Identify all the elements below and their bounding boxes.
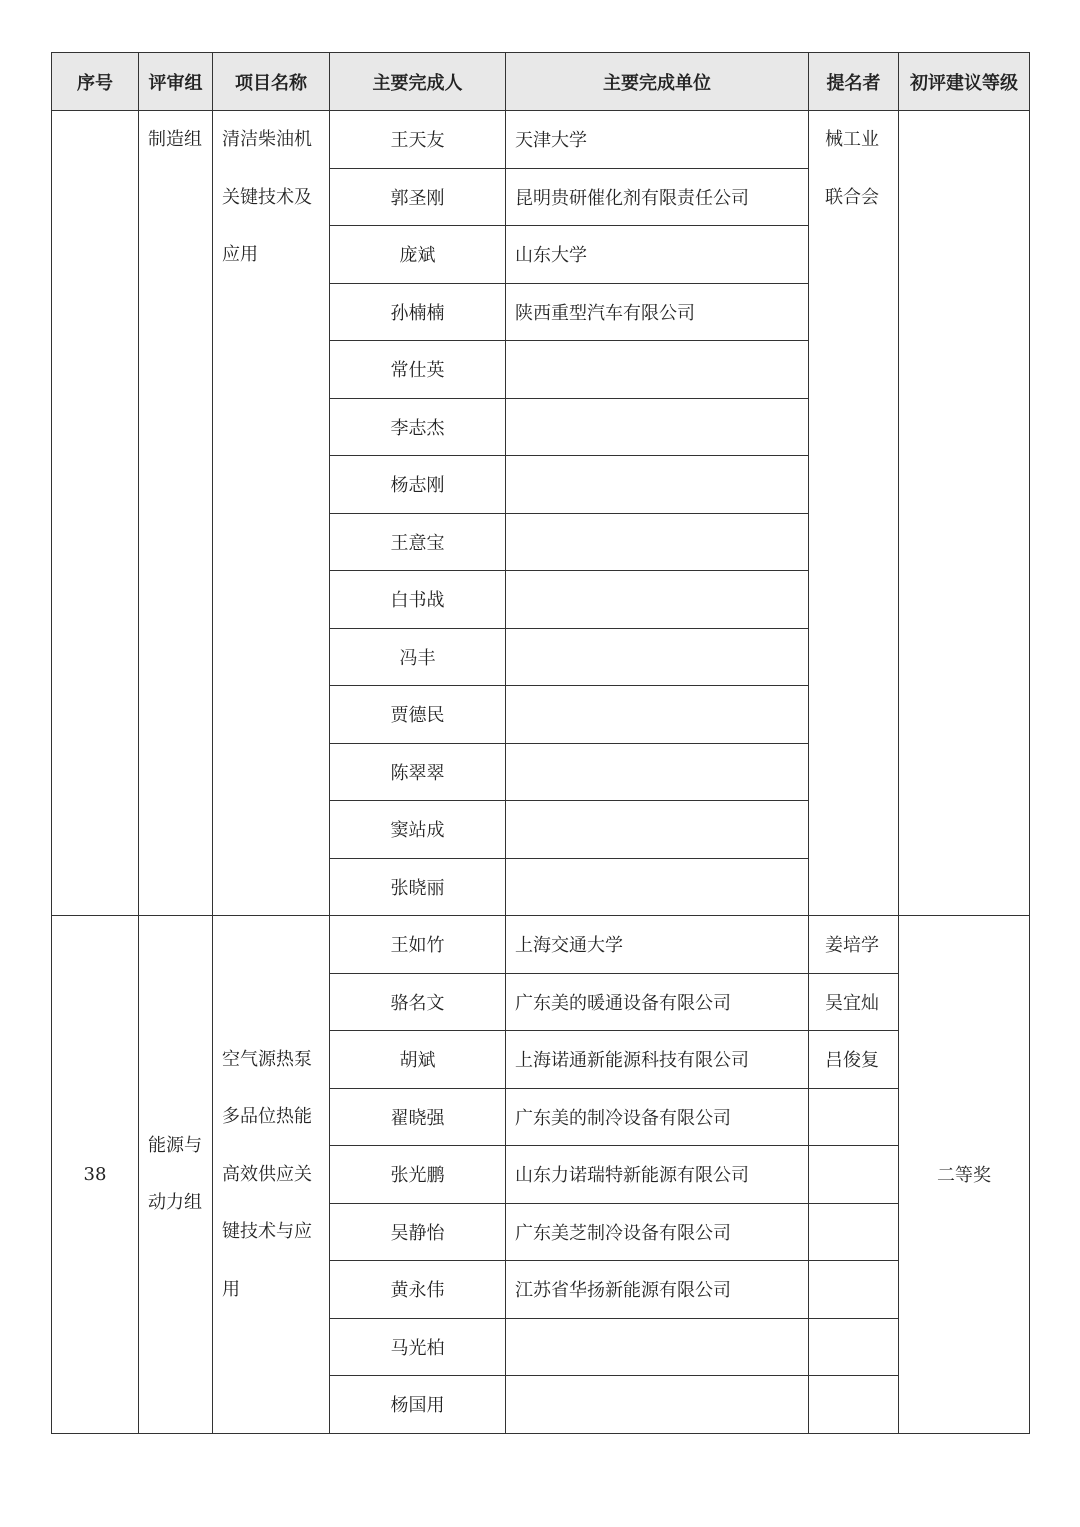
table-row bbox=[52, 916, 1030, 974]
p1-grade bbox=[899, 111, 1030, 916]
person-cell: 郭圣刚 bbox=[330, 168, 506, 226]
p2-group bbox=[139, 916, 213, 1434]
p2-grade: 二等奖 bbox=[899, 916, 1030, 1434]
person-cell: 杨志刚 bbox=[330, 456, 506, 514]
person-cell: 黄永伟 bbox=[330, 1261, 506, 1319]
nominator-cell bbox=[809, 1146, 899, 1204]
unit-cell: 陕西重型汽车有限公司 bbox=[506, 283, 809, 341]
p1-name-line: 应用 bbox=[222, 244, 258, 265]
unit-cell: 江苏省华扬新能源有限公司 bbox=[506, 1261, 809, 1319]
p1-nominator-line: 联合会 bbox=[825, 186, 879, 208]
p2-group-line: 动力组 bbox=[148, 1192, 202, 1214]
unit-cell bbox=[506, 1376, 809, 1434]
unit-cell bbox=[506, 1318, 809, 1376]
unit-cell bbox=[506, 513, 809, 571]
unit-cell bbox=[506, 628, 809, 686]
p2-name-line: 键技术与应 bbox=[222, 1221, 312, 1242]
p2-seq: 38 bbox=[52, 916, 139, 1434]
person-cell: 张光鹏 bbox=[330, 1146, 506, 1204]
unit-cell: 上海诺通新能源科技有限公司 bbox=[506, 1031, 809, 1089]
unit-cell: 广东美的暖通设备有限公司 bbox=[506, 973, 809, 1031]
person-cell: 吴静怡 bbox=[330, 1203, 506, 1261]
person-cell: 王意宝 bbox=[330, 513, 506, 571]
person-cell: 胡斌 bbox=[330, 1031, 506, 1089]
header-group: 评审组 bbox=[139, 53, 213, 111]
person-cell: 王天友 bbox=[330, 111, 506, 169]
header-project-name: 项目名称 bbox=[213, 53, 330, 111]
nominator-cell bbox=[809, 1088, 899, 1146]
person-cell: 孙楠楠 bbox=[330, 283, 506, 341]
person-cell: 张晓丽 bbox=[330, 858, 506, 916]
unit-cell bbox=[506, 456, 809, 514]
unit-cell: 山东大学 bbox=[506, 226, 809, 284]
person-cell: 冯丰 bbox=[330, 628, 506, 686]
header-grade: 初评建议等级 bbox=[899, 53, 1030, 111]
p1-group: 制造组 bbox=[139, 111, 213, 916]
header-row bbox=[52, 53, 1030, 111]
p2-project-name bbox=[213, 916, 330, 1434]
unit-cell: 上海交通大学 bbox=[506, 916, 809, 974]
unit-cell bbox=[506, 341, 809, 399]
unit-cell bbox=[506, 571, 809, 629]
nominator-cell bbox=[809, 1318, 899, 1376]
person-cell: 翟晓强 bbox=[330, 1088, 506, 1146]
person-cell: 骆名文 bbox=[330, 973, 506, 1031]
unit-cell bbox=[506, 686, 809, 744]
p2-group-line: 能源与 bbox=[148, 1134, 202, 1156]
header-seq: 序号 bbox=[52, 53, 139, 111]
person-cell: 贾德民 bbox=[330, 686, 506, 744]
nominator-cell: 姜培学 bbox=[809, 916, 899, 974]
unit-cell bbox=[506, 801, 809, 859]
p1-project-name bbox=[213, 111, 330, 916]
unit-cell bbox=[506, 858, 809, 916]
p2-name-line: 多品位热能 bbox=[222, 1106, 312, 1127]
person-cell: 王如竹 bbox=[330, 916, 506, 974]
unit-cell: 广东美芝制冷设备有限公司 bbox=[506, 1203, 809, 1261]
p1-nominator-line: 械工业 bbox=[825, 129, 879, 150]
header-main-persons: 主要完成人 bbox=[330, 53, 506, 111]
person-cell: 常仕英 bbox=[330, 341, 506, 399]
p1-name-line: 关键技术及 bbox=[222, 186, 312, 208]
nominator-cell bbox=[809, 1203, 899, 1261]
person-cell: 杨国用 bbox=[330, 1376, 506, 1434]
table-row bbox=[52, 111, 1030, 169]
nominator-cell: 吕俊复 bbox=[809, 1031, 899, 1089]
p1-name-line: 清洁柴油机 bbox=[222, 129, 312, 150]
p2-name-line: 高效供应关 bbox=[222, 1163, 312, 1185]
person-cell: 李志杰 bbox=[330, 398, 506, 456]
p1-seq bbox=[52, 111, 139, 916]
person-cell: 陈翠翠 bbox=[330, 743, 506, 801]
nominator-cell bbox=[809, 1376, 899, 1434]
unit-cell: 昆明贵研催化剂有限责任公司 bbox=[506, 168, 809, 226]
unit-cell bbox=[506, 743, 809, 801]
p1-nominator bbox=[809, 111, 899, 916]
nominator-cell bbox=[809, 1261, 899, 1319]
award-table bbox=[51, 52, 1030, 1434]
unit-cell: 广东美的制冷设备有限公司 bbox=[506, 1088, 809, 1146]
header-nominator: 提名者 bbox=[809, 53, 899, 111]
person-cell: 庞斌 bbox=[330, 226, 506, 284]
p2-name-line: 空气源热泵 bbox=[222, 1048, 312, 1070]
person-cell: 白书战 bbox=[330, 571, 506, 629]
unit-cell: 天津大学 bbox=[506, 111, 809, 169]
header-main-units: 主要完成单位 bbox=[506, 53, 809, 111]
unit-cell bbox=[506, 398, 809, 456]
nominator-cell: 吴宜灿 bbox=[809, 973, 899, 1031]
person-cell: 马光柏 bbox=[330, 1318, 506, 1376]
person-cell: 窦站成 bbox=[330, 801, 506, 859]
p2-name-line: 用 bbox=[222, 1278, 240, 1300]
unit-cell: 山东力诺瑞特新能源有限公司 bbox=[506, 1146, 809, 1204]
